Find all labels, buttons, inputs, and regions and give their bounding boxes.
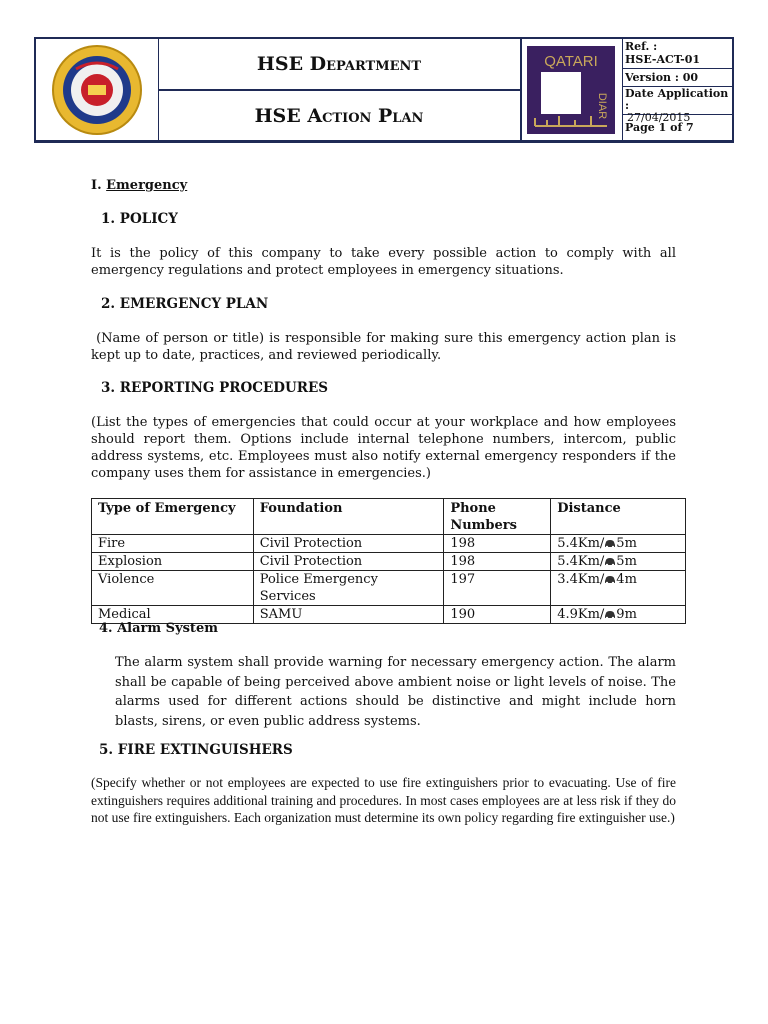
- chaabane-logo-icon: [36, 39, 158, 140]
- distance-time: 9m: [616, 607, 637, 622]
- car-icon: [604, 575, 616, 584]
- emergency-plan-heading: 2. EMERGENCY PLAN: [101, 296, 269, 312]
- policy-text: It is the policy of this company to take every possible action to comply with all emergency regulations and protect employees in emergency situations.: [91, 246, 676, 278]
- qatari-diar-logo-icon: [527, 46, 615, 134]
- qatari-diar-logo-cell: [520, 39, 623, 140]
- foundation-cell: Civil Protection: [253, 535, 444, 553]
- table-row: [92, 535, 686, 553]
- emergency-type-cell: Explosion: [92, 553, 254, 571]
- page-label: Page: [625, 121, 655, 134]
- table-header: Foundation: [253, 499, 444, 535]
- phone-cell: 197: [444, 571, 551, 606]
- emergency-table: [91, 498, 686, 624]
- distance-time: 5m: [616, 554, 637, 569]
- emergency-type-cell: Medical: [92, 606, 254, 624]
- reporting-heading: 3. REPORTING PROCEDURES: [101, 380, 329, 396]
- distance-km: 4.9Km/: [557, 607, 605, 622]
- fire-extinguishers-heading: 5. FIRE EXTINGUISHERS: [99, 742, 293, 758]
- svg-text:DIAR: DIAR: [596, 92, 608, 119]
- company-logo-cell: [36, 39, 159, 140]
- date-value: 27/04/2015: [627, 111, 691, 124]
- phone-cell: 198: [444, 535, 551, 553]
- policy-heading: 1. POLICY: [101, 211, 178, 227]
- distance-km: 5.4Km/: [557, 536, 605, 551]
- car-icon: [604, 610, 616, 619]
- fire-extinguishers-text: (Specify whether or not employees are expected to use fire extinguishers prior to evacuating. Use of fire extinguishers requires additional training and procedures. In most cases employees are at less risk if they do not use fire extinguishers. Each organization must determine its own policy regarding fire extinguisher use.): [91, 775, 676, 825]
- phone-cell: 198: [444, 553, 551, 571]
- section-title: Emergency: [106, 178, 188, 193]
- table-row: [92, 571, 686, 606]
- ref-label: Ref. :: [625, 40, 658, 53]
- document-header: [34, 37, 734, 143]
- foundation-cell: Police Emergency Services: [253, 571, 444, 606]
- alarm-heading: 4. Alarm System: [99, 621, 218, 636]
- ref-value: HSE-ACT-01: [625, 53, 701, 66]
- header-title-cell: [158, 39, 522, 140]
- car-icon: [604, 539, 616, 548]
- table-header-row: [92, 499, 686, 535]
- distance-cell: [551, 606, 686, 624]
- version-label: Version : 00: [622, 69, 732, 87]
- alarm-text: The alarm system shall provide warning for necessary emergency action. The alarm shall be capable of being perceived above ambient noise or light levels of noise. The alarms used for different actions should be distinctive and might include horn blasts, sirens, or even public address systems.: [115, 655, 676, 729]
- foundation-cell: Civil Protection: [253, 553, 444, 571]
- car-icon: [604, 557, 616, 566]
- distance-cell: [551, 571, 686, 606]
- emergency-table-wrapper: [91, 498, 686, 624]
- page-value: 1 of 7: [658, 121, 694, 134]
- phone-cell: 190: [444, 606, 551, 624]
- date-label: Date Application :: [625, 87, 729, 112]
- emergency-type-cell: Violence: [92, 571, 254, 606]
- distance-km: 3.4Km/: [557, 572, 605, 587]
- table-header: Type of Emergency: [92, 499, 254, 535]
- department-title: HSE Department: [158, 39, 520, 91]
- distance-cell: [551, 535, 686, 553]
- distance-time: 5m: [616, 536, 637, 551]
- section-number: I.: [91, 178, 102, 193]
- emergency-plan-text: (Name of person or title) is responsible for making sure this emergency action plan is kept up to date, practices, and reviewed periodically.: [91, 331, 681, 363]
- section-heading: [91, 178, 187, 193]
- document-reference-cell: [622, 39, 732, 140]
- emergency-type-cell: Fire: [92, 535, 254, 553]
- table-header: Distance: [551, 499, 686, 535]
- reporting-text: (List the types of emergencies that could occur at your workplace and how employees should report them. Options include internal telephone numbers, intercom, public address systems, etc. Employees must also notify external emergency responders if the company uses them for assistance in emergencies.): [91, 415, 676, 481]
- table-row: [92, 553, 686, 571]
- foundation-cell: SAMU: [253, 606, 444, 624]
- distance-cell: [551, 553, 686, 571]
- distance-km: 5.4Km/: [557, 554, 605, 569]
- distance-time: 4m: [616, 572, 637, 587]
- svg-text:QATARI: QATARI: [544, 52, 598, 70]
- table-header: Phone Numbers: [444, 499, 551, 535]
- plan-title: HSE Action Plan: [254, 105, 424, 127]
